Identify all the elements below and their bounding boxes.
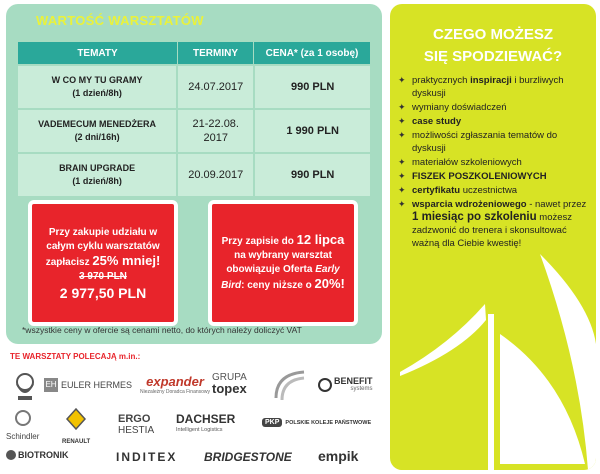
swoosh-logo-icon (272, 368, 308, 404)
promo-line (32, 254, 174, 270)
topic-name: W CO MY TU GRAMY (51, 75, 143, 85)
ornament-logo-icon (12, 372, 38, 402)
logo-text: RENAULT (62, 439, 91, 445)
item-text: wsparcia wdrożeniowego (412, 199, 527, 210)
row-topic (18, 66, 176, 108)
promo-line: Przy zakupie udziału w (48, 227, 158, 238)
header-dates: TERMINY (178, 42, 254, 64)
topic-duration: (1 dzień/8h) (72, 176, 122, 186)
promo-text: obowiązuje Oferta (226, 264, 316, 275)
bundle-discount-box (28, 200, 178, 326)
star-bullet-icon: ✦ (398, 171, 406, 181)
item-text: FISZEK POSZKOLENIOWYCH (412, 171, 547, 182)
logo-text: systems (350, 386, 373, 392)
promo-text: Bird (221, 280, 242, 291)
benefits-list (398, 74, 592, 251)
header-topics: TEMATY (18, 42, 178, 64)
row-price: 1 990 PLN (255, 110, 370, 152)
logo-text: DACHSER (176, 412, 236, 426)
deadline: 12 lipca (296, 232, 345, 247)
new-price: 2 977,50 PLN (59, 285, 147, 301)
logo-text: POLSKIE KOLEJE PAŃSTWOWE (285, 419, 372, 426)
row-date: 21-22.08. 2017 (178, 110, 253, 152)
row-date: 20.09.2017 (178, 154, 253, 196)
logos-title: TE WARSZTATY POLECAJĄ m.in.: (10, 352, 141, 361)
logo-text: Schindler (6, 432, 40, 441)
topic-duration: (1 dzień/8h) (72, 88, 122, 98)
schindler-logo (6, 410, 39, 444)
topic-name: BRAIN UPGRADE (59, 163, 136, 173)
star-bullet-icon: ✦ (398, 130, 406, 140)
inditex-logo: INDITEX (116, 450, 178, 464)
biotronik-logo (6, 450, 69, 460)
promo-line (212, 277, 354, 293)
star-bullet-icon: ✦ (398, 102, 406, 112)
benefits-title-line: SIĘ SPODZIEWAĆ? (423, 48, 563, 65)
benefits-panel (390, 4, 596, 470)
table-header (18, 42, 370, 64)
list-item (398, 170, 592, 183)
list-item (398, 101, 592, 114)
topic-duration: (2 dni/16h) (74, 132, 120, 142)
ergo-hestia-logo (118, 414, 154, 436)
item-text: materiałów szkoleniowych (412, 157, 522, 168)
row-price: 990 PLN (255, 66, 370, 108)
promo-text: zapłacisz (45, 257, 93, 268)
row-topic (18, 154, 176, 196)
biotronik-emblem-icon (6, 450, 16, 460)
star-bullet-icon: ✦ (398, 185, 406, 195)
discount-percent: 20%! (314, 276, 345, 291)
renault-diamond-icon (66, 408, 86, 430)
benefits-title-line: CZEGO MOŻESZ (433, 26, 553, 43)
pricing-table (18, 42, 370, 196)
table-row (18, 66, 370, 108)
vat-footnote: *wszystkie ceny w ofercie są cenami netto, do których należy doliczyć VAT (22, 325, 302, 335)
star-bullet-icon: ✦ (398, 116, 406, 126)
eh-badge-icon: EH (44, 378, 58, 392)
item-text: wymiany doświadczeń (412, 102, 507, 113)
bridgestone-logo: BRIDGESTONE (204, 450, 292, 464)
row-topic (18, 110, 176, 152)
promo-text: : ceny niższe o (241, 280, 315, 291)
logo-text: ERGO (118, 413, 151, 425)
logo-text: HESTIA (118, 425, 155, 436)
table-row (18, 110, 370, 152)
item-text: uczestnictwa (460, 185, 518, 196)
euler-hermes-logo (44, 378, 132, 392)
logo-text: GRUPA (212, 372, 247, 383)
dachser-logo (176, 414, 235, 436)
item-text: i burzliwych dyskusji (412, 75, 564, 99)
item-text: inspiracji (470, 75, 512, 86)
topic-name: VADEMECUM MENEDŻERA (38, 119, 156, 129)
promo-line (212, 233, 354, 249)
star-bullet-icon: ✦ (398, 199, 406, 209)
schindler-emblem-icon (15, 410, 31, 426)
table-row (18, 154, 370, 196)
logo-text: expander (146, 374, 204, 389)
star-bullet-icon: ✦ (398, 157, 406, 167)
item-text: praktycznych (412, 75, 471, 86)
pkp-badge-icon: PKP (262, 418, 282, 427)
row-price: 990 PLN (255, 154, 370, 196)
benefit-text (334, 377, 373, 393)
star-bullet-icon: ✦ (398, 75, 406, 85)
list-item (398, 74, 592, 100)
grupa-topex-logo (212, 372, 247, 394)
item-text: case study (412, 116, 462, 127)
discount-percent: 25% mniej! (92, 253, 161, 268)
logo-text: BENEFIT (334, 376, 373, 386)
item-text: możesz zadzwonić do trenera i skonsultować ważną dla Ciebie kwestię! (412, 212, 573, 249)
item-text: możliwości zgłaszania tematów do dyskusji (412, 130, 558, 154)
logo-text: Intelligent Logistics (176, 427, 223, 433)
list-item (398, 129, 592, 155)
list-item (398, 184, 592, 197)
logo-text: Niezależny Doradca Finansowy (140, 389, 211, 395)
header-price: CENA* (za 1 osobę) (265, 47, 359, 59)
benefit-systems-logo (318, 377, 373, 393)
empik-logo: empik (318, 448, 359, 464)
expander-logo (140, 374, 210, 395)
pricing-panel (6, 4, 382, 344)
promo-text: Przy zapisie do (221, 236, 297, 247)
logo-text: BIOTRONIK (18, 450, 69, 460)
pricing-title: WARTOŚĆ WARSZTATÓW (36, 13, 204, 28)
item-text: 1 miesiąc po szkoleniu (412, 211, 537, 223)
benefit-circle-icon (318, 378, 332, 392)
old-price: 3 970 PLN (79, 271, 127, 282)
early-bird-box (208, 200, 358, 326)
benefits-title (390, 24, 596, 68)
logo-text: topex (212, 381, 247, 396)
list-item (398, 198, 592, 250)
logo-text: EULER HERMES (61, 380, 133, 390)
pkp-logo (262, 418, 371, 427)
list-item (398, 115, 592, 128)
item-text: certyfikatu (412, 185, 461, 196)
item-text: - nawet przez (526, 199, 587, 210)
promo-line: na wybrany warsztat (234, 250, 332, 261)
list-item (398, 156, 592, 169)
promo-text: Early (315, 264, 340, 275)
promo-line (212, 263, 354, 277)
renault-logo (62, 408, 90, 448)
promo-line: całym cyklu warsztatów (46, 241, 160, 252)
row-date: 24.07.2017 (178, 66, 253, 108)
